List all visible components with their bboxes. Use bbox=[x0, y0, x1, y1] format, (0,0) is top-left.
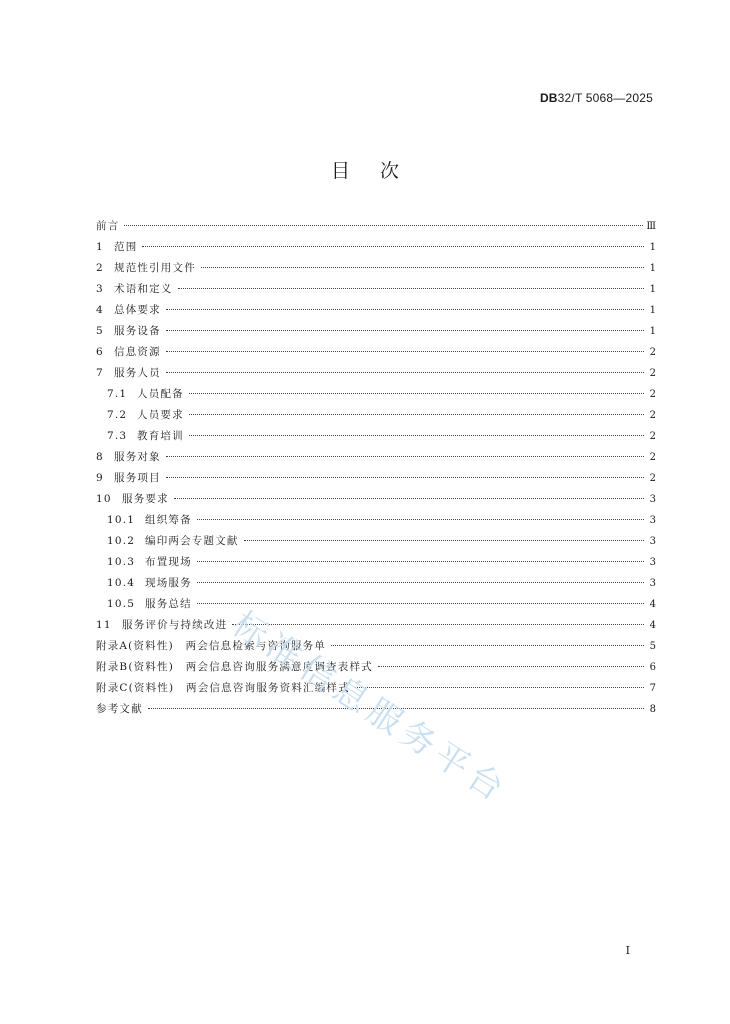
toc-leader-dots bbox=[378, 666, 644, 667]
toc-entry-number: 5 bbox=[96, 325, 104, 337]
watermark-char: 服 bbox=[359, 691, 410, 744]
toc-leader-dots bbox=[189, 393, 644, 394]
toc-entry-number: 7.3 bbox=[107, 430, 128, 442]
toc-entry-page: 2 bbox=[649, 368, 656, 379]
toc-entry-title: 服务设备 bbox=[114, 325, 161, 337]
toc-entry-number: 6 bbox=[96, 346, 104, 358]
toc-entry[interactable] bbox=[96, 491, 656, 512]
toc-entry-page: 6 bbox=[649, 662, 656, 673]
toc-leader-dots bbox=[124, 225, 643, 226]
toc-entry[interactable] bbox=[96, 365, 656, 386]
toc-entry[interactable] bbox=[96, 617, 656, 638]
toc-entry-number: 7.1 bbox=[107, 388, 128, 400]
toc-leader-dots bbox=[201, 267, 644, 268]
toc-entry-title: 服务评价与持续改进 bbox=[122, 619, 228, 631]
toc-entry[interactable] bbox=[96, 302, 656, 323]
toc-entry-page: 5 bbox=[649, 641, 656, 652]
toc-entry[interactable] bbox=[96, 701, 656, 722]
toc-entry-title: 人员配备 bbox=[137, 388, 184, 400]
toc-entry-number: 4 bbox=[96, 304, 104, 316]
toc-entry[interactable] bbox=[96, 680, 656, 701]
toc-leader-dots bbox=[166, 330, 644, 331]
toc-entry-page: Ⅲ bbox=[646, 221, 656, 232]
toc-entry-title: 编印两会专题文献 bbox=[145, 535, 239, 547]
toc-entry-title: 附录A(资料性) 两会信息检索与咨询服务单 bbox=[96, 640, 326, 652]
toc-entry[interactable] bbox=[96, 407, 656, 428]
toc-entry-title: 服务总结 bbox=[145, 598, 192, 610]
toc-entry-page: 2 bbox=[649, 473, 656, 484]
toc-entry-page: 3 bbox=[649, 578, 656, 589]
toc-entry-title: 附录C(资料性) 两会信息咨询服务资料汇编样式 bbox=[96, 682, 350, 694]
toc-entry-title: 信息资源 bbox=[114, 346, 161, 358]
toc-entry[interactable] bbox=[96, 470, 656, 491]
toc-entry-number: 9 bbox=[96, 472, 104, 484]
toc-entry-title: 规范性引用文件 bbox=[114, 262, 196, 274]
toc-entry-title: 总体要求 bbox=[114, 304, 161, 316]
toc-leader-dots bbox=[197, 603, 644, 604]
toc-leader-dots bbox=[189, 414, 644, 415]
toc-entry-number: 10 bbox=[96, 493, 112, 505]
toc-entry-number: 7.2 bbox=[107, 409, 128, 421]
toc-entry-number: 10.4 bbox=[107, 577, 136, 589]
watermark-char: 台 bbox=[459, 756, 511, 809]
toc-entry-page: 3 bbox=[649, 494, 656, 505]
toc-entry-number: 8 bbox=[96, 451, 104, 463]
toc-entry-number: 11 bbox=[96, 619, 112, 631]
toc-leader-dots bbox=[331, 645, 644, 646]
document-code-prefix: DB bbox=[539, 91, 558, 105]
toc-entry-page: 8 bbox=[649, 704, 656, 715]
toc-leader-dots bbox=[142, 246, 644, 247]
toc-entry-title: 教育培训 bbox=[137, 430, 184, 442]
toc-leader-dots bbox=[166, 309, 644, 310]
toc-entry-page: 2 bbox=[649, 410, 656, 421]
toc-entry[interactable] bbox=[96, 638, 656, 659]
toc-entry-title: 服务对象 bbox=[114, 451, 161, 463]
toc-entry-page: 7 bbox=[649, 683, 656, 694]
toc-entry-number: 3 bbox=[96, 283, 104, 295]
toc-entry-title: 人员要求 bbox=[137, 409, 184, 421]
toc-entry[interactable] bbox=[96, 533, 656, 554]
toc-leader-dots bbox=[197, 561, 644, 562]
toc-entry[interactable] bbox=[96, 323, 656, 344]
toc-entry-number: 1 bbox=[96, 241, 104, 253]
toc-entry[interactable] bbox=[96, 512, 656, 533]
toc-entry[interactable] bbox=[96, 449, 656, 470]
toc-entry-title: 参考文献 bbox=[96, 703, 143, 715]
toc-entry[interactable] bbox=[96, 575, 656, 596]
toc-entry-page: 1 bbox=[649, 326, 656, 337]
toc-entry-page: 2 bbox=[649, 452, 656, 463]
toc-entry[interactable] bbox=[96, 344, 656, 365]
toc-entry-page: 3 bbox=[649, 557, 656, 568]
toc-leader-dots bbox=[174, 498, 644, 499]
toc-entry-page: 4 bbox=[649, 620, 656, 631]
toc-entry-title: 术语和定义 bbox=[114, 283, 173, 295]
toc-entry[interactable] bbox=[96, 281, 656, 302]
toc-leader-dots bbox=[232, 624, 644, 625]
toc-entry-page: 4 bbox=[649, 599, 656, 610]
toc-leader-dots bbox=[178, 288, 645, 289]
toc-leader-dots bbox=[197, 519, 644, 520]
toc-entry[interactable] bbox=[96, 659, 656, 680]
toc-entry[interactable] bbox=[96, 428, 656, 449]
toc-entry-number: 10.1 bbox=[107, 514, 136, 526]
toc-entry-page: 2 bbox=[649, 431, 656, 442]
toc-entry[interactable] bbox=[96, 386, 656, 407]
toc-entry-title: 现场服务 bbox=[145, 577, 192, 589]
watermark-char: 务 bbox=[392, 712, 444, 765]
toc-entry-page: 1 bbox=[649, 284, 656, 295]
watermark-char: 平 bbox=[426, 734, 477, 787]
toc-leader-dots bbox=[166, 477, 644, 478]
document-code-number: 32/T 5068—2025 bbox=[557, 91, 653, 105]
page-number: I bbox=[625, 944, 630, 957]
watermark-char: 息 bbox=[325, 669, 377, 722]
toc-entry-title: 服务要求 bbox=[122, 493, 169, 505]
toc-entry-title: 前言 bbox=[96, 220, 120, 232]
watermark-char: 标 bbox=[225, 604, 276, 657]
toc-entry-page: 1 bbox=[649, 242, 656, 253]
toc-entry-title: 范围 bbox=[114, 241, 138, 253]
toc-entry-title: 服务人员 bbox=[114, 367, 161, 379]
toc-entry-number: 2 bbox=[96, 262, 104, 274]
toc-entry[interactable] bbox=[96, 260, 656, 281]
toc-entry-title: 附录B(资料性) 两会信息咨询服务满意度调查表样式 bbox=[96, 661, 373, 673]
toc-entry-title: 组织筹备 bbox=[145, 514, 192, 526]
toc-leader-dots bbox=[148, 708, 644, 709]
toc-leader-dots bbox=[166, 372, 644, 373]
toc-entry-page: 2 bbox=[649, 389, 656, 400]
toc-entry-number: 10.5 bbox=[107, 598, 136, 610]
toc-entry-page: 3 bbox=[649, 515, 656, 526]
toc-entry-page: 2 bbox=[649, 347, 656, 358]
toc-leader-dots bbox=[166, 351, 644, 352]
toc-leader-dots bbox=[197, 582, 644, 583]
toc-entry[interactable] bbox=[96, 239, 656, 260]
toc-entry-title: 服务项目 bbox=[114, 472, 161, 484]
toc-entry-page: 3 bbox=[649, 536, 656, 547]
document-code bbox=[540, 91, 653, 105]
toc-entry-number: 10.2 bbox=[107, 535, 136, 547]
toc-leader-dots bbox=[244, 540, 644, 541]
toc-entry[interactable] bbox=[96, 218, 656, 239]
toc-leader-dots bbox=[189, 435, 644, 436]
page-title: 目次 bbox=[330, 160, 429, 182]
watermark-char: 信 bbox=[292, 647, 343, 700]
toc-entry-page: 1 bbox=[649, 263, 656, 274]
toc-entry-number: 10.3 bbox=[107, 556, 136, 568]
watermark-char: 准 bbox=[258, 625, 309, 678]
toc-leader-dots bbox=[355, 687, 644, 688]
toc-leader-dots bbox=[166, 456, 644, 457]
toc-entry-number: 7 bbox=[96, 367, 104, 379]
toc-entry-title: 布置现场 bbox=[145, 556, 192, 568]
table-of-contents bbox=[96, 218, 656, 722]
toc-entry[interactable] bbox=[96, 596, 656, 617]
toc-entry[interactable] bbox=[96, 554, 656, 575]
toc-entry-page: 1 bbox=[649, 305, 656, 316]
